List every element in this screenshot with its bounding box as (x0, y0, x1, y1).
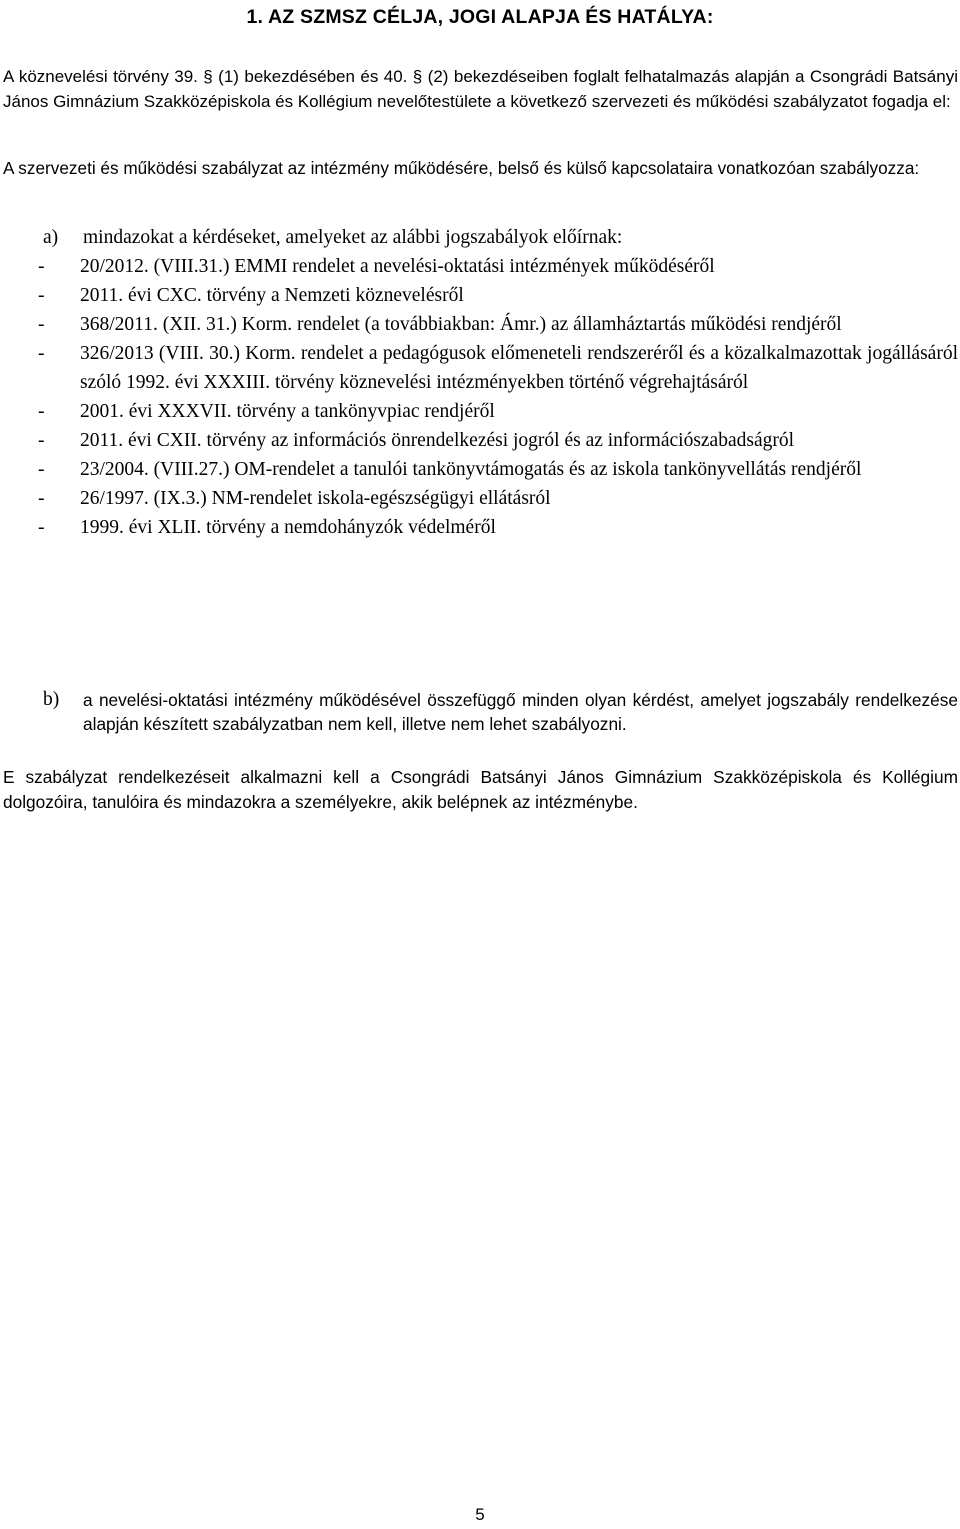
law-text: 368/2011. (XII. 31.) Korm. rendelet (a továbbiakban: Ámr.) az államháztartás működési rendjéről (80, 314, 842, 335)
law-item (36, 484, 958, 513)
list-dash: - (38, 314, 45, 335)
law-item (36, 252, 958, 281)
list-dash: - (38, 401, 45, 422)
section-b (43, 688, 958, 736)
section-a-marker: a) (43, 227, 59, 248)
section-heading: 1. AZ SZMSZ CÉLJA, JOGI ALAPJA ÉS HATÁLYA: (246, 6, 714, 28)
law-text: 1999. évi XLII. törvény a nemdohányzók védelméről (80, 517, 496, 538)
law-text: 2011. évi CXII. törvény az információs önrendelkezési jogról és az információszabadságról (80, 430, 795, 451)
intro-paragraph: A köznevelési törvény 39. § (1) bekezdésében és 40. § (2) bekezdéseiben foglalt felhatalmazás alapján a Csongrádi Batsányi János Gimnázium Szakközépiskola és Kollégium nevelőtestülete a következő szervezeti és működési szabályzatot fogadja el: (3, 67, 958, 111)
law-item (36, 426, 958, 455)
law-item (36, 513, 958, 542)
law-text: 23/2004. (VIII.27.) OM-rendelet a tanulói tankönyvtámogatás és az iskola tankönyvellátás rendjéről (80, 459, 862, 480)
law-item (36, 310, 958, 339)
list-dash: - (38, 285, 45, 306)
list-dash: - (38, 459, 45, 480)
list-dash: - (38, 343, 45, 364)
section-b-marker: b) (43, 689, 60, 710)
section-a (43, 223, 958, 252)
list-dash: - (38, 256, 45, 277)
section-a-lead-text: mindazokat a kérdéseket, amelyeket az alábbi jogszabályok előírnak: (83, 227, 623, 248)
list-dash: - (38, 488, 45, 509)
list-dash: - (38, 430, 45, 451)
law-item (36, 397, 958, 426)
law-list (36, 252, 958, 542)
law-text: 2011. évi CXC. törvény a Nemzeti köznevelésről (80, 285, 464, 306)
list-dash: - (38, 517, 45, 538)
law-item (36, 281, 958, 310)
scope-paragraph: A szervezeti és működési szabályzat az intézmény működésére, belső és külső kapcsolataira vonatkozóan szabályozza: (3, 158, 920, 178)
law-text: 20/2012. (VIII.31.) EMMI rendelet a nevelési-oktatási intézmények működéséről (80, 256, 715, 277)
page-number: 5 (475, 1505, 485, 1524)
closing-paragraph: E szabályzat rendelkezéseit alkalmazni kell a Csongrádi Batsányi János Gimnázium Szakközépiskola és Kollégium dolgozóira, tanulóira és mindazokra a személyekre, akik belépnek az intézménybe. (3, 767, 958, 812)
law-text: 2001. évi XXXVII. törvény a tankönyvpiac rendjéről (80, 401, 495, 422)
section-a-lead (43, 223, 958, 252)
section-b-text: a nevelési-oktatási intézmény működésével összefüggő minden olyan kérdést, amelyet jogszabály rendelkezése alapján készített szabályzatban nem kell, illetve nem lehet szabályozni. (83, 690, 958, 734)
law-text: 326/2013 (VIII. 30.) Korm. rendelet a pedagógusok előmeneteli rendszeréről és a közalkalmazottak jogállásáról szóló 1992. évi XXXIII. törvény köznevelési intézményekben történő végrehajtásáról (80, 343, 958, 393)
law-text: 26/1997. (IX.3.) NM-rendelet iskola-egészségügyi ellátásról (80, 488, 551, 509)
law-item (36, 339, 958, 397)
law-item (36, 455, 958, 484)
